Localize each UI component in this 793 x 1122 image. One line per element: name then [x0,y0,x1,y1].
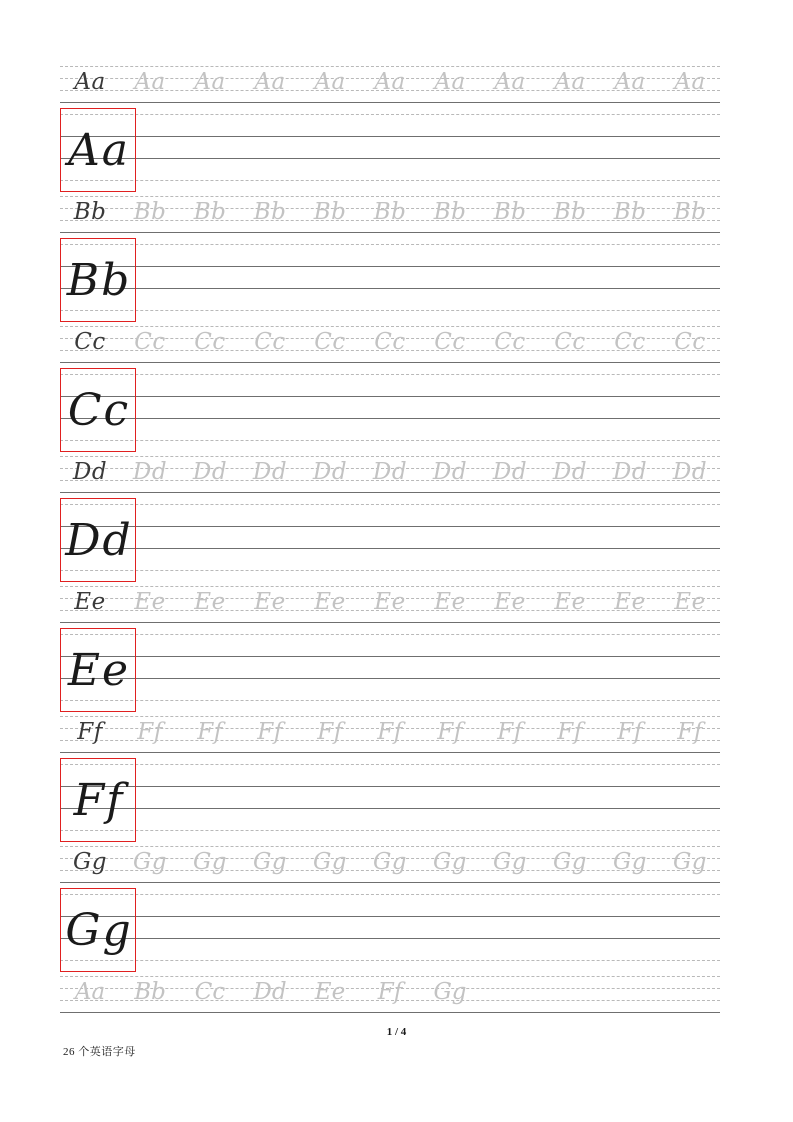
trace-letter: Ee [374,589,406,615]
trace-letter: Cc [674,329,706,355]
staff-line-baseline [60,362,720,363]
staff-line-lower-mid [60,418,720,419]
staff-line-top [60,634,720,635]
staff-line-lower-mid [60,350,720,351]
model-letter-box-d [60,498,136,582]
staff-line-upper-mid [60,728,720,729]
trace-letter: Dd [372,459,408,485]
trace-letter: Dd [612,459,648,485]
staff-line-top [60,586,720,587]
trace-letter: Aa [614,69,646,95]
trace-letter: Ee [554,589,586,615]
staff-line-top [60,196,720,197]
model-letter-c: Cc [67,385,131,436]
practice-staff-a[interactable] [60,108,720,192]
practice-staff-b[interactable] [60,238,720,322]
trace-letter: Gg [252,849,288,875]
trace-letter: Cc [254,329,286,355]
summary-letter: Dd [253,979,287,1005]
trace-letter: Aa [434,69,466,95]
trace-letter: Gg [132,849,168,875]
trace-letter: Aa [74,69,106,95]
model-letter-box-g [60,888,136,972]
staff-line-baseline [60,102,720,103]
staff-line-top [60,504,720,505]
staff-line-baseline [60,882,720,883]
trace-letter: Ee [74,589,106,615]
staff-line-upper-mid [60,208,720,209]
staff-line-baseline [60,440,720,441]
trace-letter: Ff [617,719,643,745]
model-letter-g: Gg [65,905,133,956]
trace-letter: Cc [554,329,586,355]
letter-group-c [60,322,720,452]
staff-line-lower-mid [60,938,720,939]
letter-group-f [60,712,720,842]
staff-line-lower-mid [60,548,720,549]
trace-letter: Ff [317,719,343,745]
trace-staff-d [60,452,720,498]
staff-line-top [60,894,720,895]
staff-line-baseline [60,310,720,311]
staff-line-top [60,764,720,765]
trace-letter: Dd [432,459,468,485]
model-letter-box-b [60,238,136,322]
trace-letter: Gg [672,849,708,875]
summary-letter: Gg [433,979,467,1005]
practice-staff-f[interactable] [60,758,720,842]
staff-line-lower-mid [60,808,720,809]
trace-letter: Cc [314,329,346,355]
staff-line-baseline [60,180,720,181]
trace-letter: Gg [492,849,528,875]
practice-staff-d[interactable] [60,498,720,582]
staff-line-baseline [60,830,720,831]
practice-staff-e[interactable] [60,628,720,712]
trace-letter: Dd [192,459,228,485]
staff-line-upper-mid [60,526,720,527]
trace-letter: Cc [74,329,106,355]
staff-line-baseline [60,1012,720,1013]
staff-line-lower-mid [60,288,720,289]
staff-line-lower-mid [60,870,720,871]
letter-group-b [60,192,720,322]
trace-letter: Cc [194,329,226,355]
trace-letter: Bb [373,199,407,225]
trace-letter: Aa [134,69,166,95]
trace-letter: Aa [254,69,286,95]
staff-line-baseline [60,960,720,961]
staff-line-top [60,976,720,977]
staff-line-upper-mid [60,988,720,989]
staff-line-lower-mid [60,158,720,159]
trace-letter: Aa [674,69,706,95]
trace-letter: Ee [194,589,226,615]
trace-letter: Ee [314,589,346,615]
trace-letter: Cc [134,329,166,355]
staff-line-lower-mid [60,1000,720,1001]
trace-letter: Bb [193,199,227,225]
model-letter-e: Ee [67,645,131,696]
staff-line-top [60,456,720,457]
staff-line-baseline [60,570,720,571]
staff-line-lower-mid [60,678,720,679]
trace-letter: Bb [133,199,167,225]
staff-line-baseline [60,232,720,233]
letter-group-d [60,452,720,582]
summary-letter: Cc [194,979,226,1005]
trace-letter: Gg [312,849,348,875]
trace-letter: Aa [374,69,406,95]
trace-letter: Aa [194,69,226,95]
trace-letter: Cc [434,329,466,355]
model-letter-box-c [60,368,136,452]
staff-line-upper-mid [60,858,720,859]
trace-letter: Bb [493,199,527,225]
model-letter-box-a [60,108,136,192]
model-letter-b: Bb [66,255,132,306]
trace-letter: Bb [613,199,647,225]
staff-line-lower-mid [60,220,720,221]
trace-letter: Gg [612,849,648,875]
trace-letter: Dd [312,459,348,485]
trace-staff-c [60,322,720,368]
staff-line-baseline [60,752,720,753]
trace-letter: Aa [554,69,586,95]
staff-line-upper-mid [60,396,720,397]
trace-letter: Gg [432,849,468,875]
staff-line-upper-mid [60,468,720,469]
staff-line-upper-mid [60,338,720,339]
trace-letter: Ff [437,719,463,745]
staff-line-top [60,244,720,245]
staff-line-top [60,374,720,375]
staff-line-upper-mid [60,266,720,267]
practice-staff-c[interactable] [60,368,720,452]
staff-line-upper-mid [60,916,720,917]
footer-note: 26 个英语字母 [63,1046,136,1058]
staff-line-top [60,716,720,717]
trace-letter: Ee [674,589,706,615]
summary-letter: Ff [377,979,403,1005]
trace-staff-e [60,582,720,628]
staff-line-baseline [60,622,720,623]
staff-line-upper-mid [60,656,720,657]
staff-line-top [60,114,720,115]
trace-letter: Bb [673,199,707,225]
trace-letter: Ff [137,719,163,745]
trace-letter: Gg [372,849,408,875]
trace-letter: Gg [72,849,108,875]
letter-group-e [60,582,720,712]
model-letter-f: Ff [73,775,125,826]
trace-letter: Ff [557,719,583,745]
staff-line-lower-mid [60,740,720,741]
staff-line-upper-mid [60,136,720,137]
letter-group-a [60,62,720,192]
worksheet-body [60,62,720,1018]
staff-line-upper-mid [60,598,720,599]
staff-line-baseline [60,492,720,493]
trace-staff-b [60,192,720,238]
summary-letter: Bb [134,979,166,1005]
trace-letter: Dd [672,459,708,485]
trace-letter: Ff [497,719,523,745]
staff-line-lower-mid [60,480,720,481]
trace-letter: Ee [614,589,646,615]
trace-letter: Dd [132,459,168,485]
model-letter-a: Aa [67,125,130,176]
staff-line-baseline [60,700,720,701]
summary-letter: Ee [314,979,346,1005]
trace-letter: Aa [494,69,526,95]
model-letter-box-e [60,628,136,712]
staff-line-top [60,66,720,67]
trace-letter: Ee [434,589,466,615]
trace-staff-f [60,712,720,758]
trace-letter: Cc [614,329,646,355]
trace-letter: Dd [72,459,108,485]
staff-line-lower-mid [60,610,720,611]
staff-line-lower-mid [60,90,720,91]
trace-letter: Bb [73,199,107,225]
trace-letter: Cc [374,329,406,355]
trace-letter: Bb [553,199,587,225]
model-letter-d: Dd [65,515,133,566]
trace-letter: Cc [494,329,526,355]
staff-line-top [60,326,720,327]
model-letter-box-f [60,758,136,842]
staff-line-upper-mid [60,78,720,79]
trace-staff-a [60,62,720,108]
trace-letter: Gg [552,849,588,875]
trace-letter: Ff [377,719,403,745]
trace-letter: Dd [552,459,588,485]
trace-letter: Ee [494,589,526,615]
trace-letter: Ff [77,719,103,745]
staff-line-upper-mid [60,786,720,787]
trace-letter: Gg [192,849,228,875]
letter-group-g [60,842,720,972]
staff-line-top [60,846,720,847]
trace-staff-g [60,842,720,888]
trace-letter: Bb [313,199,347,225]
trace-letter: Aa [314,69,346,95]
page-number: 1 / 4 [386,1026,407,1038]
trace-letter: Ee [134,589,166,615]
summary-letter: Aa [74,979,106,1005]
trace-letter: Bb [433,199,467,225]
trace-letter: Ff [257,719,283,745]
trace-letter: Ff [677,719,703,745]
trace-letter: Bb [253,199,287,225]
summary-staff [60,972,720,1018]
trace-letter: Ee [254,589,286,615]
trace-letter: Dd [492,459,528,485]
practice-staff-g[interactable] [60,888,720,972]
trace-letter: Dd [252,459,288,485]
trace-letter: Ff [197,719,223,745]
